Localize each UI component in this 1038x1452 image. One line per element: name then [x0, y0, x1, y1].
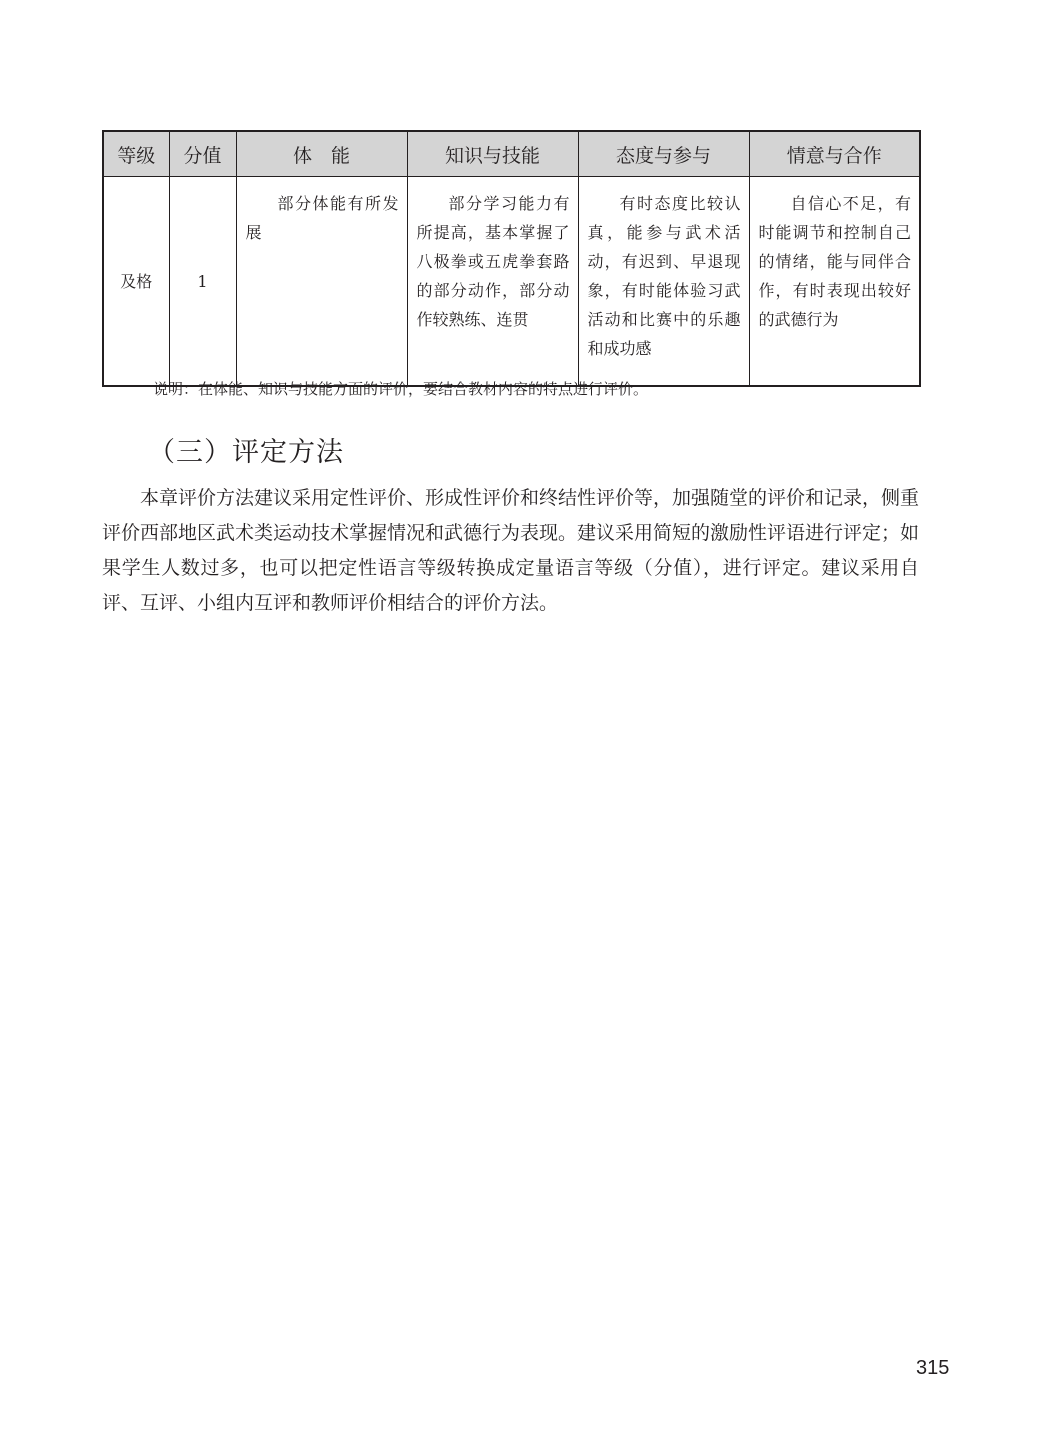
cell-attitude: 有时态度比较认真，能参与武术活动，有迟到、早退现象，有时能体验习武活动和比赛中的乐趣和成功感: [578, 177, 749, 387]
header-physical: 体 能: [236, 131, 407, 177]
cell-emotion: 自信心不足，有时能调节和控制自己的情绪，能与同伴合作，有时表现出较好的武德行为: [749, 177, 920, 387]
cell-score: 1: [169, 177, 236, 387]
header-attitude: 态度与参与: [578, 131, 749, 177]
table-row: [103, 177, 920, 387]
table-note: 说明：在体能、知识与技能方面的评价，要结合教材内容的特点进行评价。: [153, 380, 649, 398]
header-emotion: 情意与合作: [749, 131, 920, 177]
header-grade: 等级: [103, 131, 169, 177]
cell-physical: 部分体能有所发展: [236, 177, 407, 387]
section-paragraph: 本章评价方法建议采用定性评价、形成性评价和终结性评价等，加强随堂的评价和记录，侧重评价西部地区武术类运动技术掌握情况和武德行为表现。建议采用简短的激励性评语进行评定；如果学生人数过多，也可以把定性语言等级转换成定量语言等级（分值），进行评定。建议采用自评、互评、小组内互评和教师评价相结合的评价方法。: [102, 487, 920, 614]
cell-grade: 及格: [103, 177, 169, 387]
page-number: 315: [916, 1357, 950, 1379]
table-header-row: [103, 131, 920, 177]
evaluation-table: [102, 130, 921, 387]
cell-knowledge: 部分学习能力有所提高，基本掌握了八极拳或五虎拳套路的部分动作，部分动作较熟练、连贯: [407, 177, 578, 387]
header-score: 分值: [169, 131, 236, 177]
header-knowledge: 知识与技能: [407, 131, 578, 177]
section-heading: （三）评定方法: [148, 437, 344, 468]
